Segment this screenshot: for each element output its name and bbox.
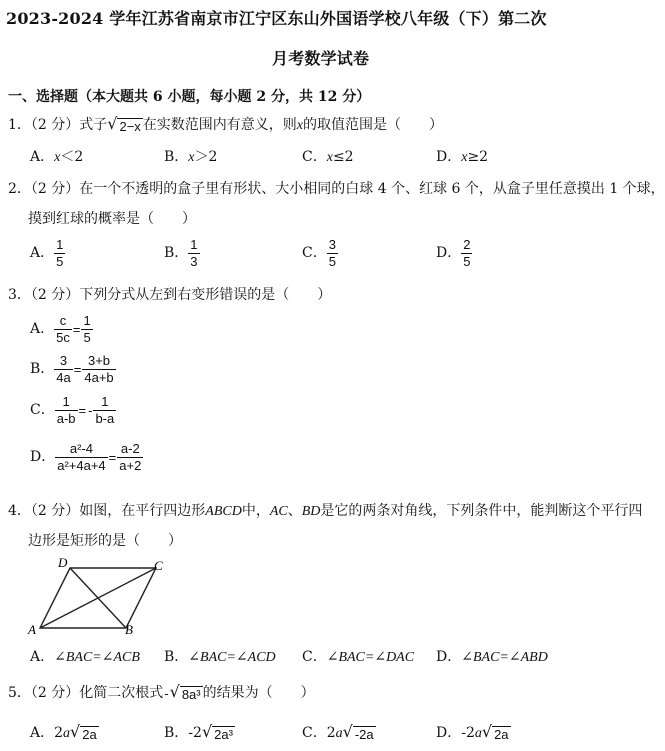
- paper-title-line1: 2023-2024 学年江苏省南京市江宁区东山外国语学校八年级（下）第二次: [6, 9, 547, 28]
- q4-option-c[interactable]: C．∠BAC=∠DAC: [302, 649, 415, 665]
- question-2-line1: 2．（2 分）在一个不透明的盒子里有形状、大小相同的白球 4 个、红球 6 个，从盒子里任意摸出 1 个球，: [8, 181, 665, 197]
- q4-option-b[interactable]: B．∠BAC=∠ACD: [164, 649, 276, 665]
- q1-option-b[interactable]: B．x＞2: [164, 149, 218, 165]
- question-4-line2: 边形是矩形的是（ ）: [28, 533, 182, 549]
- q5-option-c[interactable]: C．2a √ -2a: [302, 721, 374, 742]
- question-1-stem: 1．（2 分）式子 √ 2−x 在实数范围内有意义，则x的取值范围是（ ）: [8, 113, 444, 134]
- question-4-line1: 4．（2 分）如图，在平行四边形ABCD中，AC、BD是它的两条对角线，下列条件中，能判断这个平行四: [8, 503, 643, 519]
- q5-option-b[interactable]: B．-2 √ 2a³: [164, 721, 233, 742]
- paper-title-line2: 月考数学试卷: [272, 49, 370, 68]
- q2-option-d[interactable]: D． $\frac{2}{5}$: [436, 237, 471, 269]
- vertex-c-label: C: [154, 558, 163, 573]
- q4-option-a[interactable]: A．∠BAC=∠ACB: [30, 649, 140, 665]
- vertex-a-label: A: [28, 622, 36, 636]
- q3-option-c[interactable]: C． $\frac{1}{a-b}$ = - $\frac{1}{b-a}$: [30, 394, 115, 426]
- q5-option-d[interactable]: D．-2a √ 2a: [436, 721, 509, 742]
- q5-option-a[interactable]: A．2a √ 2a: [30, 721, 97, 742]
- vertex-d-label: D: [58, 556, 68, 570]
- q2-option-c[interactable]: C． $\frac{3}{5}$: [302, 237, 336, 269]
- diagonal-bd: [70, 568, 126, 628]
- q1-option-d[interactable]: D．x≥2: [436, 149, 489, 165]
- q4-option-d[interactable]: D．∠BAC=∠ABD: [436, 649, 548, 665]
- q3-option-b[interactable]: B． $\frac{3}{4a}$ = $\frac{3+b}{4a+b}$: [30, 353, 114, 385]
- radical-2-minus-x: √ 2−x: [107, 113, 141, 134]
- question-2-line2: 摸到红球的概率是（ ）: [28, 211, 196, 227]
- vertex-b-label: B: [125, 622, 133, 636]
- question-5-stem: 5．（2 分）化简二次根式- √ 8a³ 的结果为（ ）: [8, 681, 315, 702]
- q1-option-a[interactable]: A．x＜2: [30, 149, 84, 165]
- parallelogram-figure: [26, 556, 170, 636]
- q2-option-a[interactable]: A． $\frac{1}{5}$: [30, 237, 64, 269]
- q3-option-d[interactable]: D． $\frac{\text{a²-4}}{\text{a²+4a+4}}$ = $\frac{a-2}{a+2}$: [30, 441, 142, 473]
- q1-option-c[interactable]: C．x≤2: [302, 149, 354, 165]
- question-3-stem: 3．（2 分）下列分式从左到右变形错误的是（ ）: [8, 287, 332, 303]
- q3-option-a[interactable]: A． $\frac{c}{5c}$ = $\frac{1}{5}$: [30, 313, 91, 345]
- q2-option-b[interactable]: B． $\frac{1}{3}$: [164, 237, 198, 269]
- section-heading: 一、选择题（本大题共 6 小题，每小题 2 分，共 12 分）: [8, 89, 371, 105]
- radical-8a3: √ 8a³: [169, 681, 201, 702]
